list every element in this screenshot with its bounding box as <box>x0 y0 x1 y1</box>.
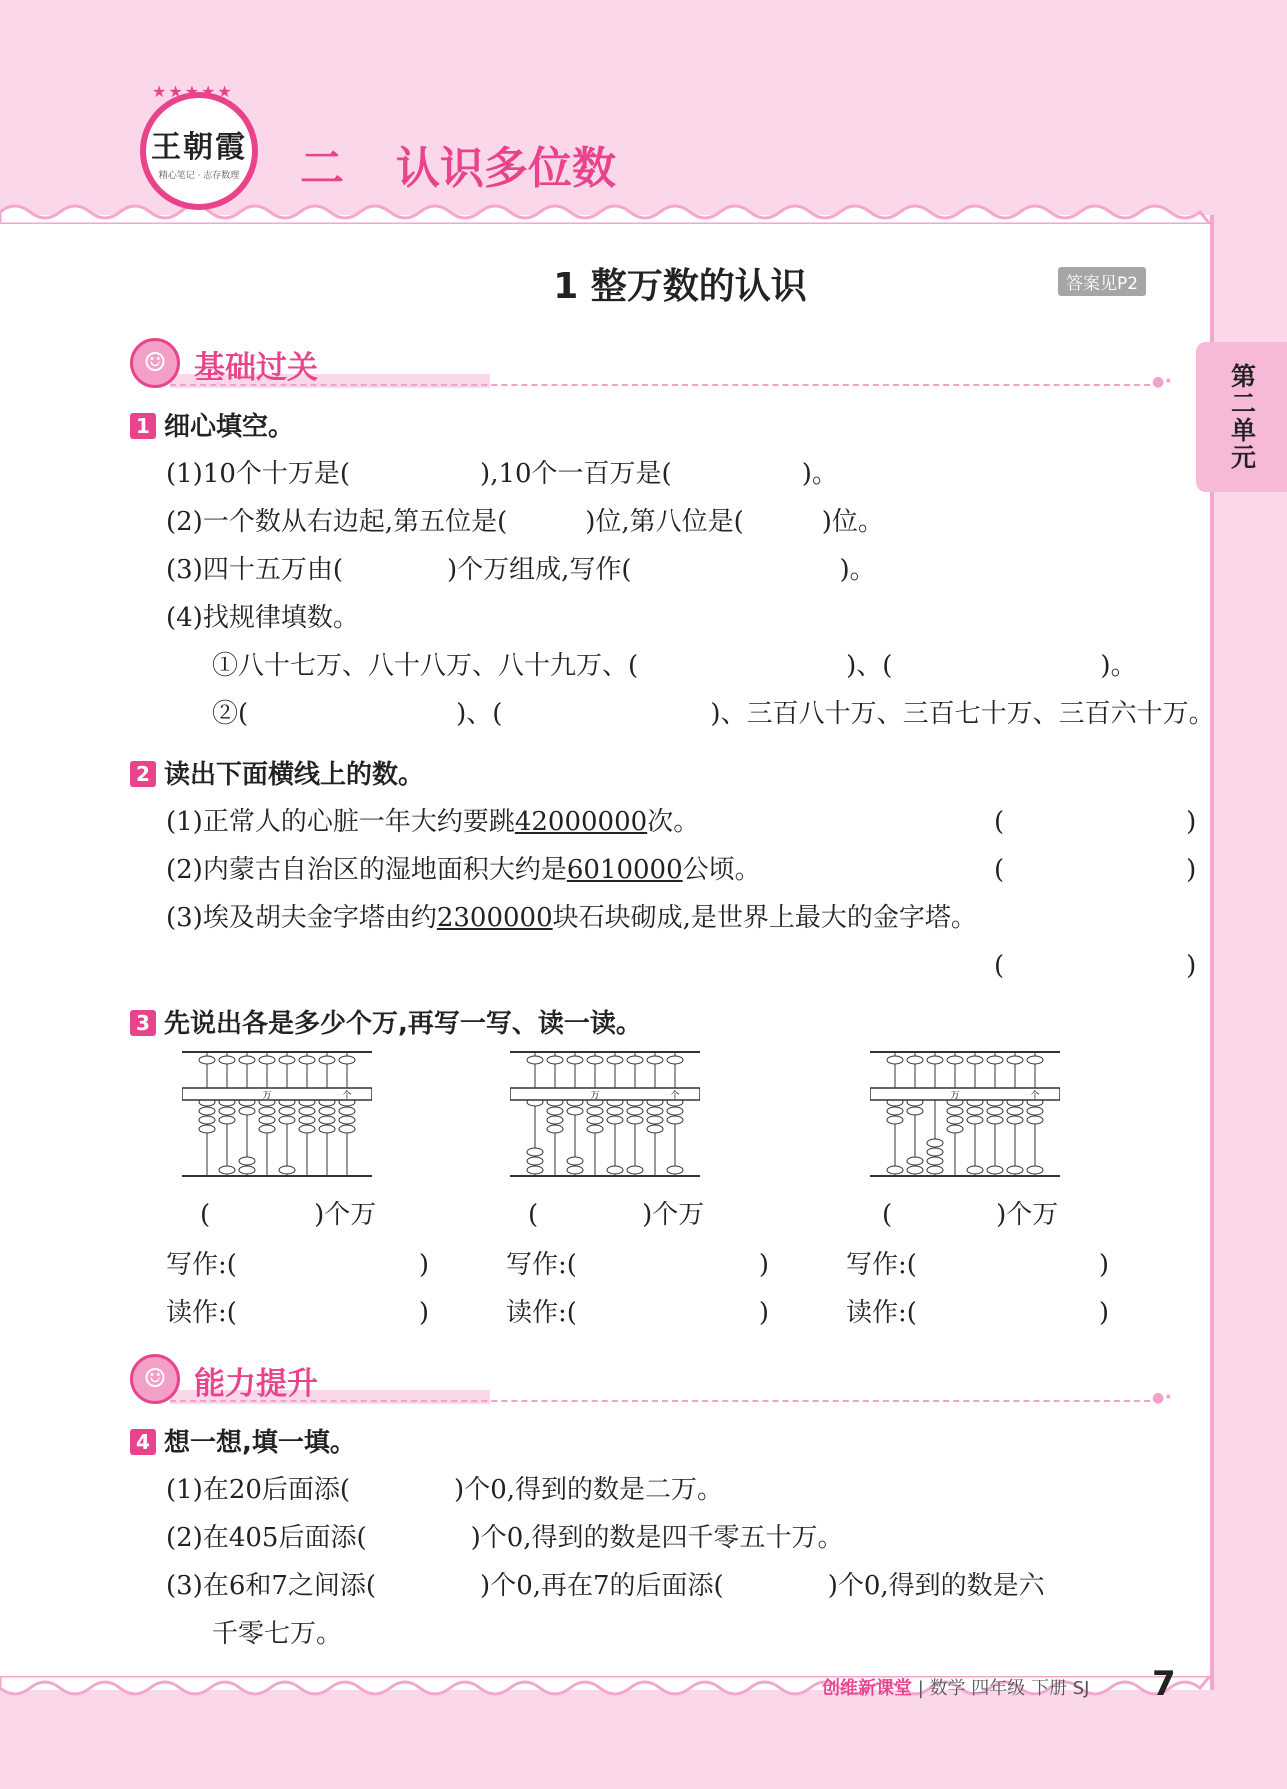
abacus-lower-bead <box>947 1116 963 1124</box>
abacus-upper-bead <box>1027 1056 1043 1064</box>
abacus-lower-bead <box>927 1166 943 1174</box>
abacus-2-write-caption: 写作:( ) <box>506 1250 770 1280</box>
abacus-1-count-caption: ( )个万 <box>200 1200 377 1230</box>
abacus-lower-bead <box>239 1107 255 1115</box>
lesson-title: 1 整万数的认识 <box>553 266 807 307</box>
abacus-wan-label: 万 <box>590 1091 600 1101</box>
answer-reference-tag: 答案见P2 <box>1058 267 1146 296</box>
abacus-upper-bead <box>947 1056 963 1064</box>
abacus-upper-bead <box>907 1056 923 1064</box>
q2-item-2: (2)内蒙古自治区的湿地面积大约是6010000公顷。 <box>166 855 761 885</box>
abacus-lower-bead <box>299 1107 315 1115</box>
abacus-3-count-caption: ( )个万 <box>882 1200 1059 1230</box>
brand-logo <box>140 82 258 210</box>
abacus-lower-bead <box>219 1116 235 1124</box>
unit-number: 二 <box>300 143 344 194</box>
abacus-lower-bead <box>319 1107 335 1115</box>
abacus-lower-bead <box>907 1157 923 1165</box>
q2-answer-blank-3: ( ) <box>994 951 1197 981</box>
abacus-2-read-caption: 读作:( ) <box>506 1298 770 1328</box>
abacus-lower-bead <box>1007 1116 1023 1124</box>
question-number-badge: 3 <box>130 1010 156 1036</box>
abacus-lower-bead <box>219 1166 235 1174</box>
abacus-lower-bead <box>667 1166 683 1174</box>
abacus-upper-bead <box>887 1056 903 1064</box>
question-2-heading <box>130 754 424 791</box>
abacus-lower-bead <box>987 1116 1003 1124</box>
q1-item-1: (1)10个十万是( ),10个一百万是( )。 <box>166 459 838 489</box>
abacus-lower-bead <box>567 1166 583 1174</box>
question-3-title: 先说出各是多少个万,再写一写、读一读。 <box>164 1009 642 1039</box>
abacus-lower-bead <box>319 1116 335 1124</box>
q4-item-1: (1)在20后面添( )个0,得到的数是二万。 <box>166 1475 724 1505</box>
abacus-lower-bead <box>1027 1166 1043 1174</box>
abacus-lower-bead <box>1027 1116 1043 1124</box>
q1-item-3: (3)四十五万由( )个万组成,写作( )。 <box>166 555 876 585</box>
abacus-lower-bead <box>279 1116 295 1124</box>
unit-title <box>300 132 616 196</box>
abacus-3-write-caption: 写作:( ) <box>846 1250 1110 1280</box>
abacus-lower-bead <box>907 1107 923 1115</box>
abacus-upper-bead <box>219 1056 235 1064</box>
section-advanced-label: 能力提升 <box>194 1366 318 1402</box>
abacus-lower-bead <box>199 1107 215 1115</box>
abacus-lower-bead <box>547 1107 563 1115</box>
abacus-upper-bead <box>647 1056 663 1064</box>
unit-name: 认识多位数 <box>396 143 616 194</box>
abacus-upper-bead <box>927 1056 943 1064</box>
abacus-lower-bead <box>887 1107 903 1115</box>
abacus-lower-bead <box>199 1125 215 1133</box>
question-3-heading <box>130 1003 642 1040</box>
q2-answer-blank-2: ( ) <box>994 855 1197 885</box>
abacus-lower-bead <box>887 1166 903 1174</box>
question-number-badge: 4 <box>130 1429 156 1455</box>
abacus-upper-bead <box>607 1056 623 1064</box>
abacus-lower-bead <box>587 1107 603 1115</box>
abacus-lower-bead <box>927 1148 943 1156</box>
abacus-lower-bead <box>587 1116 603 1124</box>
abacus-lower-bead <box>587 1125 603 1133</box>
underlined-number: 42000000 <box>514 807 648 837</box>
abacus-lower-bead <box>887 1116 903 1124</box>
abacus-upper-bead <box>967 1056 983 1064</box>
abacus-upper-bead <box>199 1056 215 1064</box>
abacus-lower-bead <box>607 1107 623 1115</box>
abacus-upper-bead <box>627 1056 643 1064</box>
abacus-lower-bead <box>927 1139 943 1147</box>
footer-details: | 数学 四年级 下册 SJ <box>917 1678 1090 1699</box>
abacus-lower-bead <box>667 1107 683 1115</box>
abacus-lower-bead <box>547 1116 563 1124</box>
abacus-lower-bead <box>987 1107 1003 1115</box>
abacus-3-read-caption: 读作:( ) <box>846 1298 1110 1328</box>
abacus-lower-bead <box>967 1116 983 1124</box>
abacus-lower-bead <box>647 1116 663 1124</box>
abacus-lower-bead <box>299 1125 315 1133</box>
abacus-lower-bead <box>259 1116 275 1124</box>
abacus-lower-bead <box>907 1166 923 1174</box>
footer-brand: 创维新课堂 <box>822 1678 912 1699</box>
abacus-lower-bead <box>279 1107 295 1115</box>
abacus-lower-bead <box>279 1166 295 1174</box>
q4-item-2: (2)在405后面添( )个0,得到的数是四千零五十万。 <box>166 1523 844 1553</box>
abacus-lower-bead <box>647 1125 663 1133</box>
question-number-badge: 2 <box>130 761 156 787</box>
logo-stars: ★★★★★ <box>152 82 234 101</box>
abacus-lower-bead <box>567 1107 583 1115</box>
abacus-upper-bead <box>279 1056 295 1064</box>
abacus-upper-bead <box>567 1056 583 1064</box>
footer-info <box>822 1674 1089 1700</box>
q2-answer-blank-1: ( ) <box>994 807 1197 837</box>
abacus-lower-bead <box>527 1148 543 1156</box>
question-1-heading <box>130 406 294 443</box>
abacus-lower-bead <box>627 1166 643 1174</box>
abacus-upper-bead <box>587 1056 603 1064</box>
abacus-lower-bead <box>199 1116 215 1124</box>
q4-item-3-continued: 千零七万。 <box>212 1619 343 1649</box>
abacus-lower-bead <box>259 1125 275 1133</box>
abacus-1-read-caption: 读作:( ) <box>166 1298 430 1328</box>
abacus-lower-bead <box>299 1116 315 1124</box>
abacus-wan-label: 万 <box>950 1091 960 1101</box>
abacus-upper-bead <box>527 1056 543 1064</box>
unit-side-tab <box>1196 342 1287 492</box>
abacus-upper-bead <box>987 1056 1003 1064</box>
section-dots-icon: ●• <box>1152 1390 1173 1406</box>
abacus-upper-bead <box>299 1056 315 1064</box>
abacus-lower-bead <box>339 1125 355 1133</box>
underlined-number: 6010000 <box>566 855 683 885</box>
abacus-lower-bead <box>627 1116 643 1124</box>
abacus-upper-bead <box>1007 1056 1023 1064</box>
section-dots-icon: ●• <box>1152 374 1173 390</box>
abacus-lower-bead <box>667 1116 683 1124</box>
abacus-lower-bead <box>527 1157 543 1165</box>
abacus-lower-bead <box>339 1107 355 1115</box>
q1-item-4-sub-2: ②( )、( )、三百八十万、三百七十万、三百六十万。 <box>212 699 1215 729</box>
question-number-badge: 1 <box>130 413 156 439</box>
section-basic-label: 基础过关 <box>194 350 318 386</box>
abacus-lower-bead <box>647 1107 663 1115</box>
q2-item-1: (1)正常人的心脏一年大约要跳42000000次。 <box>166 807 700 837</box>
q4-item-3: (3)在6和7之间添( )个0,再在7的后面添( )个0,得到的数是六 <box>166 1571 1045 1601</box>
underlined-number: 2300000 <box>436 903 553 933</box>
abacus-lower-bead <box>319 1125 335 1133</box>
logo-name: 王朝霞 <box>151 129 247 165</box>
abacus-ge-label: 个 <box>1030 1091 1040 1101</box>
abacus-lower-bead <box>607 1166 623 1174</box>
abacus-lower-bead <box>259 1107 275 1115</box>
abacus-ge-label: 个 <box>670 1091 680 1101</box>
section-basic <box>130 338 1173 394</box>
abacus-lower-bead <box>1007 1166 1023 1174</box>
abacus-2 <box>510 1050 700 1178</box>
abacus-lower-bead <box>239 1157 255 1165</box>
abacus-1-write-caption: 写作:( ) <box>166 1250 430 1280</box>
abacus-ge-label: 个 <box>342 1091 352 1101</box>
abacus-lower-bead <box>987 1166 1003 1174</box>
abacus-upper-bead <box>339 1056 355 1064</box>
abacus-1 <box>182 1050 372 1178</box>
abacus-lower-bead <box>339 1116 355 1124</box>
abacus-lower-bead <box>947 1125 963 1133</box>
question-2-title: 读出下面横线上的数。 <box>164 760 425 790</box>
abacus-lower-bead <box>567 1157 583 1165</box>
abacus-upper-bead <box>239 1056 255 1064</box>
logo-motto: 精心笔记 · 志存数理 <box>158 170 240 181</box>
cartoon-avatar-icon: ☺ <box>130 338 180 388</box>
abacus-lower-bead <box>527 1166 543 1174</box>
abacus-upper-bead <box>667 1056 683 1064</box>
abacus-lower-bead <box>547 1125 563 1133</box>
page-number: 7 <box>1152 1664 1176 1704</box>
q1-item-4-sub-1: ①八十七万、八十八万、八十九万、( )、( )。 <box>212 651 1137 681</box>
abacus-lower-bead <box>927 1157 943 1165</box>
abacus-wan-label: 万 <box>262 1091 272 1101</box>
abacus-2-count-caption: ( )个万 <box>528 1200 705 1230</box>
abacus-3 <box>870 1050 1060 1178</box>
abacus-lower-bead <box>1027 1107 1043 1115</box>
q1-item-4: (4)找规律填数。 <box>166 603 359 633</box>
side-tab-label: 第二单元 <box>1227 363 1257 471</box>
abacus-lower-bead <box>219 1107 235 1115</box>
abacus-lower-bead <box>967 1166 983 1174</box>
abacus-lower-bead <box>947 1107 963 1115</box>
section-advanced <box>130 1354 1173 1410</box>
abacus-lower-bead <box>1007 1107 1023 1115</box>
q2-item-3: (3)埃及胡夫金字塔由约2300000块石块砌成,是世界上最大的金字塔。 <box>166 903 977 933</box>
abacus-lower-bead <box>627 1107 643 1115</box>
q1-item-2: (2)一个数从右边起,第五位是( )位,第八位是( )位。 <box>166 507 884 537</box>
question-4-title: 想一想,填一填。 <box>164 1428 356 1458</box>
abacus-upper-bead <box>547 1056 563 1064</box>
question-1-title: 细心填空。 <box>164 412 295 442</box>
question-4-heading <box>130 1422 356 1459</box>
abacus-lower-bead <box>239 1166 255 1174</box>
abacus-lower-bead <box>607 1116 623 1124</box>
abacus-upper-bead <box>319 1056 335 1064</box>
cartoon-avatar-icon: ☺ <box>130 1354 180 1404</box>
abacus-upper-bead <box>259 1056 275 1064</box>
abacus-lower-bead <box>967 1107 983 1115</box>
